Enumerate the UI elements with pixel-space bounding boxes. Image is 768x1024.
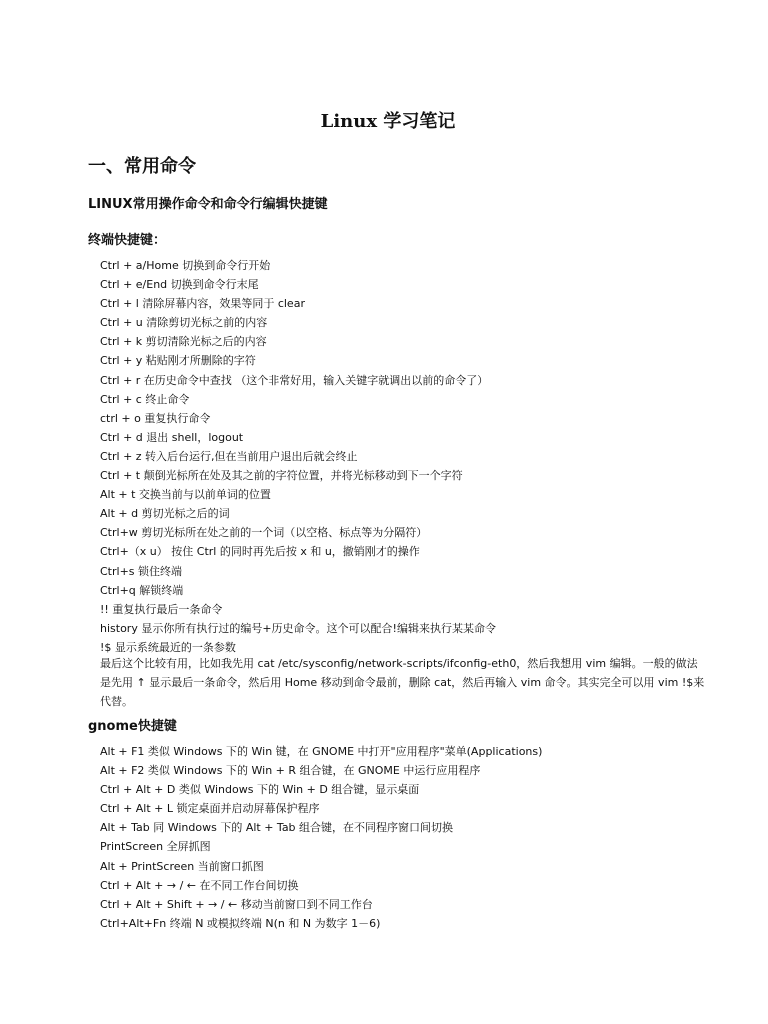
gnome-shortcuts-heading: gnome快捷键: [88, 719, 177, 734]
list-item: Alt + t 交换当前与以前单词的位置: [100, 488, 271, 502]
list-item: Alt + F1 类似 Windows 下的 Win 键，在 GNOME 中打开"应用程序"菜单(Applications): [100, 745, 543, 758]
list-item: !! 重复执行最后一条命令: [100, 602, 223, 616]
list-item: Ctrl + t 颠倒光标所在处及其之前的字符位置，并将光标移动到下一个字符: [100, 469, 463, 483]
list-item: Alt + PrintScreen 当前窗口抓图: [100, 859, 264, 873]
list-item: Ctrl + l 清除屏幕内容，效果等同于 clear: [100, 297, 305, 311]
list-item: Ctrl+w 剪切光标所在处之前的一个词（以空格、标点等为分隔符）: [100, 526, 428, 540]
list-item: ctrl + o 重复执行命令: [100, 411, 211, 425]
list-item: Ctrl+（x u） 按住 Ctrl 的同时再先后按 x 和 u，撤销刚才的操作: [100, 545, 420, 559]
list-item: Ctrl + k 剪切清除光标之后的内容: [100, 335, 267, 349]
list-item: Ctrl + a/Home 切换到命令行开始: [100, 259, 271, 272]
list-item: Ctrl + c 终止命令: [100, 392, 190, 406]
list-item: Ctrl+q 解锁终端: [100, 583, 184, 597]
terminal-shortcut-list: [100, 256, 496, 657]
list-item: !$ 显示系统最近的一条参数: [100, 640, 236, 654]
list-item: Ctrl + e/End 切换到命令行末尾: [100, 278, 259, 292]
list-item: Ctrl + d 退出 shell，logout: [100, 430, 244, 444]
list-item: Alt + F2 类似 Windows 下的 Win + R 组合键，在 GNOME 中运行应用程序: [100, 764, 481, 778]
list-item: Alt + d 剪切光标之后的词: [100, 507, 230, 521]
list-item: Ctrl + z 转入后台运行,但在当前用户退出后就会终止: [100, 449, 358, 463]
list-item: Ctrl + Alt + → / ← 在不同工作台间切换: [100, 878, 299, 892]
list-item: Ctrl+Alt+Fn 终端 N 或模拟终端 N(n 和 N 为数字 1－6): [100, 916, 381, 930]
document-title: Linux 学习笔记: [320, 111, 456, 132]
subheading: LINUX常用操作命令和命令行编辑快捷键: [88, 197, 328, 212]
list-item: PrintScreen 全屏抓图: [100, 840, 211, 854]
list-item: Ctrl + Alt + L 锁定桌面并启动屏幕保护程序: [100, 802, 320, 816]
list-item: Ctrl + u 清除剪切光标之前的内容: [100, 316, 268, 330]
list-item: Alt + Tab 同 Windows 下的 Alt + Tab 组合键，在不同程序窗口间切换: [100, 821, 454, 835]
list-item: Ctrl + Alt + D 类似 Windows 下的 Win + D 组合键，显示桌面: [100, 783, 420, 797]
terminal-shortcuts-heading: 终端快捷键：: [88, 233, 167, 248]
gnome-shortcut-list: [100, 742, 542, 933]
list-item: history 显示你所有执行过的编号+历史命令。这个可以配合!编辑来执行某某命令: [100, 621, 496, 635]
note-paragraph: 最后这个比较有用，比如我先用 cat /etc/sysconfig/network-scripts/ifconfig-eth0，然后我想用 vim 编辑。一般的做法是先用 ↑ 显示最后一条命令，然后用 Home 移动到命令最前，删除 cat，然后再输入 vim 命令。其实完全可以用 vim !$来代替。: [100, 657, 705, 708]
list-item: Ctrl + Alt + Shift + → / ← 移动当前窗口到不同工作台: [100, 897, 373, 911]
list-item: Ctrl + y 粘贴刚才所删除的字符: [100, 354, 256, 368]
list-item: Ctrl+s 锁住终端: [100, 564, 183, 578]
list-item: Ctrl + r 在历史命令中查找 （这个非常好用，输入关键字就调出以前的命令了）: [100, 373, 489, 387]
section-heading: 一、常用命令: [88, 156, 196, 177]
